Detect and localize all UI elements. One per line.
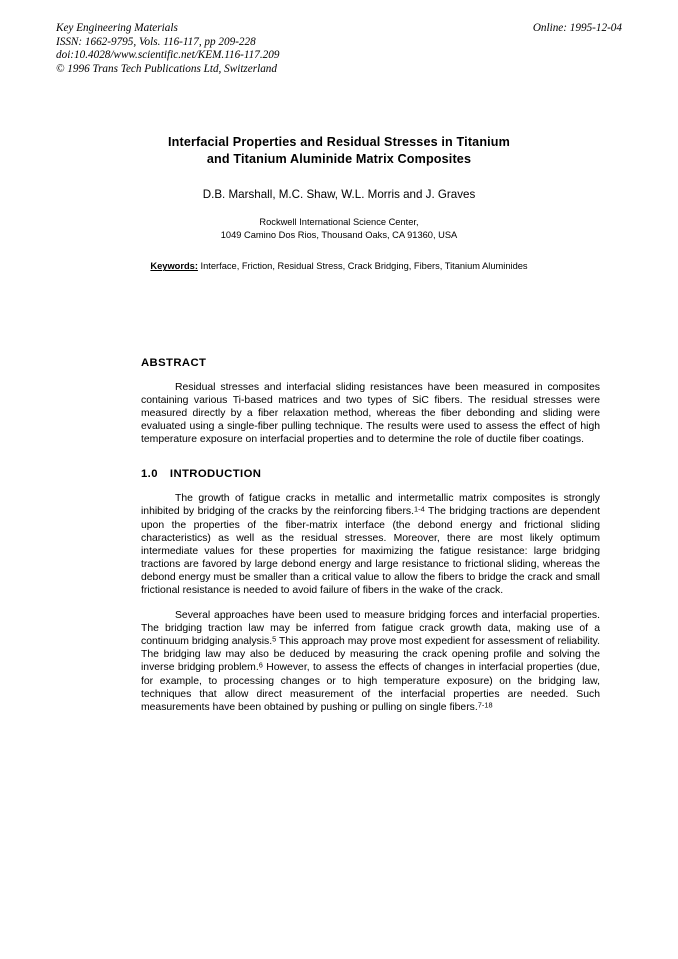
title-block bbox=[56, 134, 622, 273]
intro-p2-ref-1: 5 bbox=[272, 634, 277, 644]
body-column bbox=[56, 357, 622, 714]
journal-issn-volume: ISSN: 1662-9795, Vols. 116-117, pp 209-228 bbox=[56, 35, 256, 48]
intro-p1-ref-1: 1-4 bbox=[414, 505, 425, 515]
keywords bbox=[56, 260, 622, 273]
intro-p2-ref-2: 6 bbox=[258, 661, 263, 671]
introduction-number: 1.0 bbox=[141, 468, 158, 481]
introduction-title: INTRODUCTION bbox=[169, 468, 262, 481]
affiliation-line-2: 1049 Camino Dos Rios, Thousand Oaks, CA 91360, USA bbox=[220, 229, 458, 240]
journal-copyright: © 1996 Trans Tech Publications Ltd, Switzerland bbox=[56, 62, 277, 75]
affiliation-line-1: Rockwell International Science Center, bbox=[259, 217, 419, 228]
introduction-paragraph-2 bbox=[141, 609, 600, 714]
introduction-paragraph-1 bbox=[141, 492, 600, 597]
intro-p1-text-a: The growth of fatigue cracks in metallic and intermetallic matrix composites is strongly inhibited by bridging of the cracks by the reinforcing fibers. bbox=[141, 493, 600, 518]
abstract-paragraph: Residual stresses and interfacial sliding resistances have been measured in composites containing various Ti-based matrices and two types of SiC fibers. The residual stresses were measured directly by a fiber relaxation method, whereas the fiber debonding and sliding were evaluated using a single-fiber pulling technique. The results were used to assess the effect of high temperature exposure on interfacial properties and to determine the role of ductile fiber coatings. bbox=[141, 381, 600, 446]
intro-p2-text-a: Several approaches have been used to measure bridging forces and interfacial properties. The bridging traction law may be inferred from fatigue crack growth data, making use of a continuum bridging analysis. bbox=[141, 610, 600, 648]
journal-name: Key Engineering Materials bbox=[56, 22, 178, 34]
keywords-label: Keywords: bbox=[150, 261, 198, 272]
intro-p1-text-b: The bridging tractions are dependent upon the properties of the fiber-matrix interface (the debond energy and frictional sliding characteristics) as well as the residual stresses. Moreover, there are most likely optimum intermediate values for these properties for maximizing the fatigue resistance: large bridging tractions are favored by large debond energy and large resistance to frictional sliding, whereas the debond energy must be smaller than a critical value to allow the fibers to bridge the crack and small frictional resistance is needed to avoid failure of fibers in the wake of the crack. bbox=[141, 506, 600, 596]
paper-title-line-1: Interfacial Properties and Residual Stresses in Titanium bbox=[167, 135, 510, 150]
intro-p2-text-c: However, to assess the effects of changes in interfacial properties (due, for example, to processing changes or to high temperature exposure) on the bridging law, techniques that allow direct measurement of the interfacial properties are needed. Such measurements have been obtained by pushing or pulling on single fibers. bbox=[141, 662, 600, 713]
author-list: D.B. Marshall, M.C. Shaw, W.L. Morris and J. Graves bbox=[202, 188, 476, 202]
journal-doi: doi:10.4028/www.scientific.net/KEM.116-117.209 bbox=[56, 49, 280, 62]
abstract-heading: ABSTRACT bbox=[141, 356, 207, 369]
journal-header bbox=[56, 22, 622, 76]
introduction-heading bbox=[141, 468, 600, 480]
online-date: Online: 1995-12-04 bbox=[532, 22, 622, 34]
journal-header-left bbox=[56, 22, 279, 76]
intro-p2-text-b: This approach may prove most expedient for assessment of reliability. The bridging law may also be deduced by measuring the crack opening profile and solving the inverse bridging problem. bbox=[141, 636, 600, 674]
page-title bbox=[56, 134, 622, 168]
journal-header-right bbox=[533, 22, 622, 36]
keywords-value: Interface, Friction, Residual Stress, Crack Bridging, Fibers, Titanium Aluminides bbox=[200, 261, 528, 272]
affiliation bbox=[56, 216, 622, 241]
intro-p2-ref-3: 7-18 bbox=[477, 700, 493, 710]
paper-title-line-2: and Titanium Aluminide Matrix Composites bbox=[206, 152, 472, 167]
